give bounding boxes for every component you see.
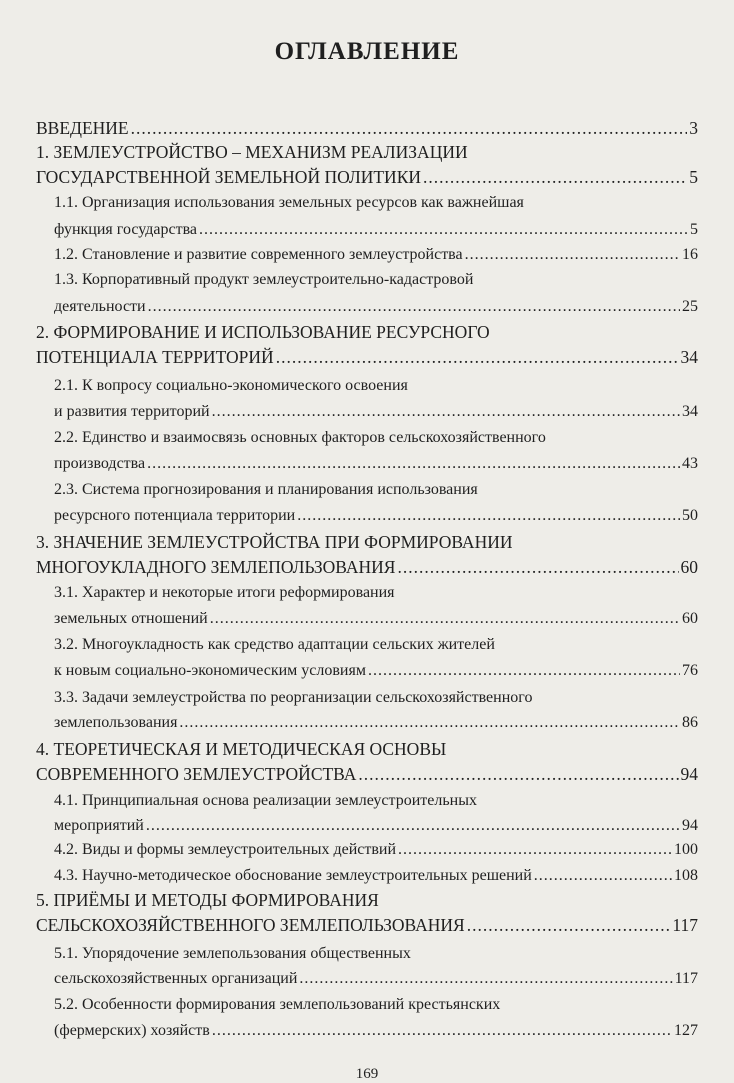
toc-line bbox=[54, 402, 698, 422]
toc-page-number: 5 bbox=[690, 221, 698, 238]
toc-line bbox=[54, 944, 411, 964]
toc-line bbox=[54, 506, 698, 526]
toc-page-number: 5 bbox=[689, 167, 698, 187]
toc-leader-dots bbox=[148, 297, 680, 317]
toc-entry-text: 1.2. Становление и развитие современного землеустройства bbox=[54, 246, 463, 263]
toc-line bbox=[54, 297, 698, 317]
toc-line bbox=[54, 688, 532, 708]
toc-line bbox=[54, 270, 473, 290]
toc-entry-text: 1.1. Организация использования земельных ресурсов как важнейшая bbox=[54, 194, 524, 211]
toc-leader-dots bbox=[397, 557, 678, 577]
toc-page-number: 127 bbox=[674, 1022, 698, 1039]
toc-entry-text: (фермерских) хозяйств bbox=[54, 1022, 210, 1039]
toc-entry-text: 2.1. К вопросу социально-экономического освоения bbox=[54, 377, 408, 394]
toc-line bbox=[54, 480, 478, 500]
toc-entry-text: 2. ФОРМИРОВАНИЕ И ИСПОЛЬЗОВАНИЕ РЕСУРСНОГО bbox=[36, 322, 490, 342]
toc-line bbox=[36, 915, 698, 935]
toc-entry-text: мероприятий bbox=[54, 817, 144, 834]
toc-line bbox=[36, 764, 698, 784]
toc-entry-text: сельскохозяйственных организаций bbox=[54, 970, 298, 987]
toc-entry-text: 5. ПРИЁМЫ И МЕТОДЫ ФОРМИРОВАНИЯ bbox=[36, 890, 379, 910]
toc-page-number: 34 bbox=[680, 347, 698, 367]
toc-entry-text: ВВЕДЕНИЕ bbox=[36, 118, 129, 138]
toc-line bbox=[54, 995, 500, 1015]
toc-entry-text: земельных отношений bbox=[54, 610, 208, 627]
toc-page-number: 50 bbox=[682, 507, 698, 524]
toc-page-number: 94 bbox=[680, 764, 698, 784]
toc-leader-dots bbox=[465, 245, 680, 265]
toc-page-number: 117 bbox=[672, 915, 698, 935]
toc-line bbox=[54, 713, 698, 733]
toc-line bbox=[54, 193, 524, 213]
toc-entry-text: 1.3. Корпоративный продукт землеустроительно-кадастровой bbox=[54, 271, 474, 288]
toc-page-number: 16 bbox=[682, 246, 698, 263]
toc-leader-dots bbox=[210, 609, 680, 629]
toc-line bbox=[36, 347, 698, 367]
toc-line bbox=[54, 454, 698, 474]
toc-entry-text: 2.3. Система прогнозирования и планирования использования bbox=[54, 481, 478, 498]
toc-line bbox=[54, 791, 477, 811]
toc-line bbox=[54, 635, 495, 655]
toc-leader-dots bbox=[212, 1021, 672, 1041]
toc-leader-dots bbox=[131, 118, 688, 138]
toc-page-number: 108 bbox=[674, 867, 698, 884]
toc-leader-dots bbox=[299, 969, 672, 989]
toc-leader-dots bbox=[467, 915, 671, 935]
toc-page-number: 86 bbox=[682, 714, 698, 731]
toc-entry-text: производства bbox=[54, 455, 146, 472]
toc-line bbox=[54, 428, 546, 448]
toc-entry-text: землепользования bbox=[54, 714, 178, 731]
toc-entry-text: 5.1. Упорядочение землепользования общественных bbox=[54, 945, 411, 962]
toc-entry-text: 3.1. Характер и некоторые итоги реформирования bbox=[54, 584, 395, 601]
toc-page-number: 100 bbox=[674, 841, 698, 858]
toc-entry-text: 3.3. Задачи землеустройства по реорганизации сельскохозяйственного bbox=[54, 689, 533, 706]
toc-entry-text: деятельности bbox=[54, 298, 146, 315]
toc-line bbox=[36, 532, 512, 552]
toc-line bbox=[54, 1021, 698, 1041]
toc-entry-text: СОВРЕМЕННОГО ЗЕМЛЕУСТРОЙСТВА bbox=[36, 764, 357, 784]
toc-entry-text: 4.1. Принципиальная основа реализации землеустроительных bbox=[54, 792, 477, 809]
toc-leader-dots bbox=[398, 840, 672, 860]
toc-entry-text: к новым социально-экономическим условиям bbox=[54, 662, 366, 679]
toc-page-number: 43 bbox=[682, 455, 698, 472]
toc-leader-dots bbox=[423, 167, 687, 187]
toc-line bbox=[36, 739, 446, 759]
toc-page-number: 60 bbox=[682, 610, 698, 627]
toc-entry-text: ресурсного потенциала территории bbox=[54, 507, 296, 524]
toc-entry-text: 5.2. Особенности формирования землепользований крестьянских bbox=[54, 996, 501, 1013]
toc-leader-dots bbox=[179, 713, 680, 733]
toc-entry-text: и развития территорий bbox=[54, 403, 210, 420]
toc-leader-dots bbox=[358, 764, 678, 784]
toc-page-number: 117 bbox=[674, 970, 698, 987]
toc-page-number: 94 bbox=[682, 817, 698, 834]
toc-line bbox=[36, 118, 698, 138]
toc-leader-dots bbox=[212, 402, 680, 422]
toc-page-number: 34 bbox=[682, 403, 698, 420]
toc-page-number: 76 bbox=[682, 662, 698, 679]
page-title: ОГЛАВЛЕНИЕ bbox=[274, 38, 460, 65]
toc-entry-text: МНОГОУКЛАДНОГО ЗЕМЛЕПОЛЬЗОВАНИЯ bbox=[36, 557, 396, 577]
toc-page-number: 60 bbox=[680, 557, 698, 577]
toc-line bbox=[36, 167, 698, 187]
toc-leader-dots bbox=[146, 816, 680, 836]
toc-line bbox=[36, 322, 490, 342]
toc-entry-text: 3.2. Многоукладность как средство адаптации сельских жителей bbox=[54, 636, 495, 653]
toc-leader-dots bbox=[297, 506, 680, 526]
toc-entry-text: ПОТЕНЦИАЛА ТЕРРИТОРИЙ bbox=[36, 347, 274, 367]
toc-leader-dots bbox=[147, 454, 680, 474]
toc-page-number: 25 bbox=[682, 298, 698, 315]
toc-line bbox=[54, 840, 698, 860]
toc-leader-dots bbox=[368, 661, 680, 681]
toc-leader-dots bbox=[199, 220, 688, 240]
toc-entry-text: 4.3. Научно-методическое обоснование землеустроительных решений bbox=[54, 867, 532, 884]
toc-entry-text: 4. ТЕОРЕТИЧЕСКАЯ И МЕТОДИЧЕСКАЯ ОСНОВЫ bbox=[36, 739, 447, 759]
toc-entry-text: 2.2. Единство и взаимосвязь основных факторов сельскохозяйственного bbox=[54, 429, 546, 446]
toc-line bbox=[54, 816, 698, 836]
toc-entry-text: 1. ЗЕМЛЕУСТРОЙСТВО – МЕХАНИЗМ РЕАЛИЗАЦИИ bbox=[36, 142, 468, 162]
toc-entry-text: ГОСУДАРСТВЕННОЙ ЗЕМЕЛЬНОЙ ПОЛИТИКИ bbox=[36, 167, 421, 187]
toc-leader-dots bbox=[276, 347, 679, 367]
toc-leader-dots bbox=[534, 866, 672, 886]
page-number: 169 bbox=[355, 1066, 379, 1082]
toc-entry-text: СЕЛЬСКОХОЗЯЙСТВЕННОГО ЗЕМЛЕПОЛЬЗОВАНИЯ bbox=[36, 915, 465, 935]
toc-line bbox=[54, 866, 698, 886]
toc-line bbox=[54, 661, 698, 681]
toc-entry-text: 3. ЗНАЧЕНИЕ ЗЕМЛЕУСТРОЙСТВА ПРИ ФОРМИРОВАНИИ bbox=[36, 532, 513, 552]
toc-line bbox=[54, 609, 698, 629]
toc-entry-text: 4.2. Виды и формы землеустроительных действий bbox=[54, 841, 397, 858]
toc-line bbox=[54, 969, 698, 989]
toc-line bbox=[54, 376, 408, 396]
toc-line bbox=[54, 245, 698, 265]
toc-line bbox=[54, 583, 395, 603]
toc-line bbox=[36, 890, 379, 910]
toc-line bbox=[54, 220, 698, 240]
toc-page-number: 3 bbox=[689, 118, 698, 138]
toc-entry-text: функция государства bbox=[54, 221, 198, 238]
toc-line bbox=[36, 142, 468, 162]
toc-line bbox=[36, 557, 698, 577]
